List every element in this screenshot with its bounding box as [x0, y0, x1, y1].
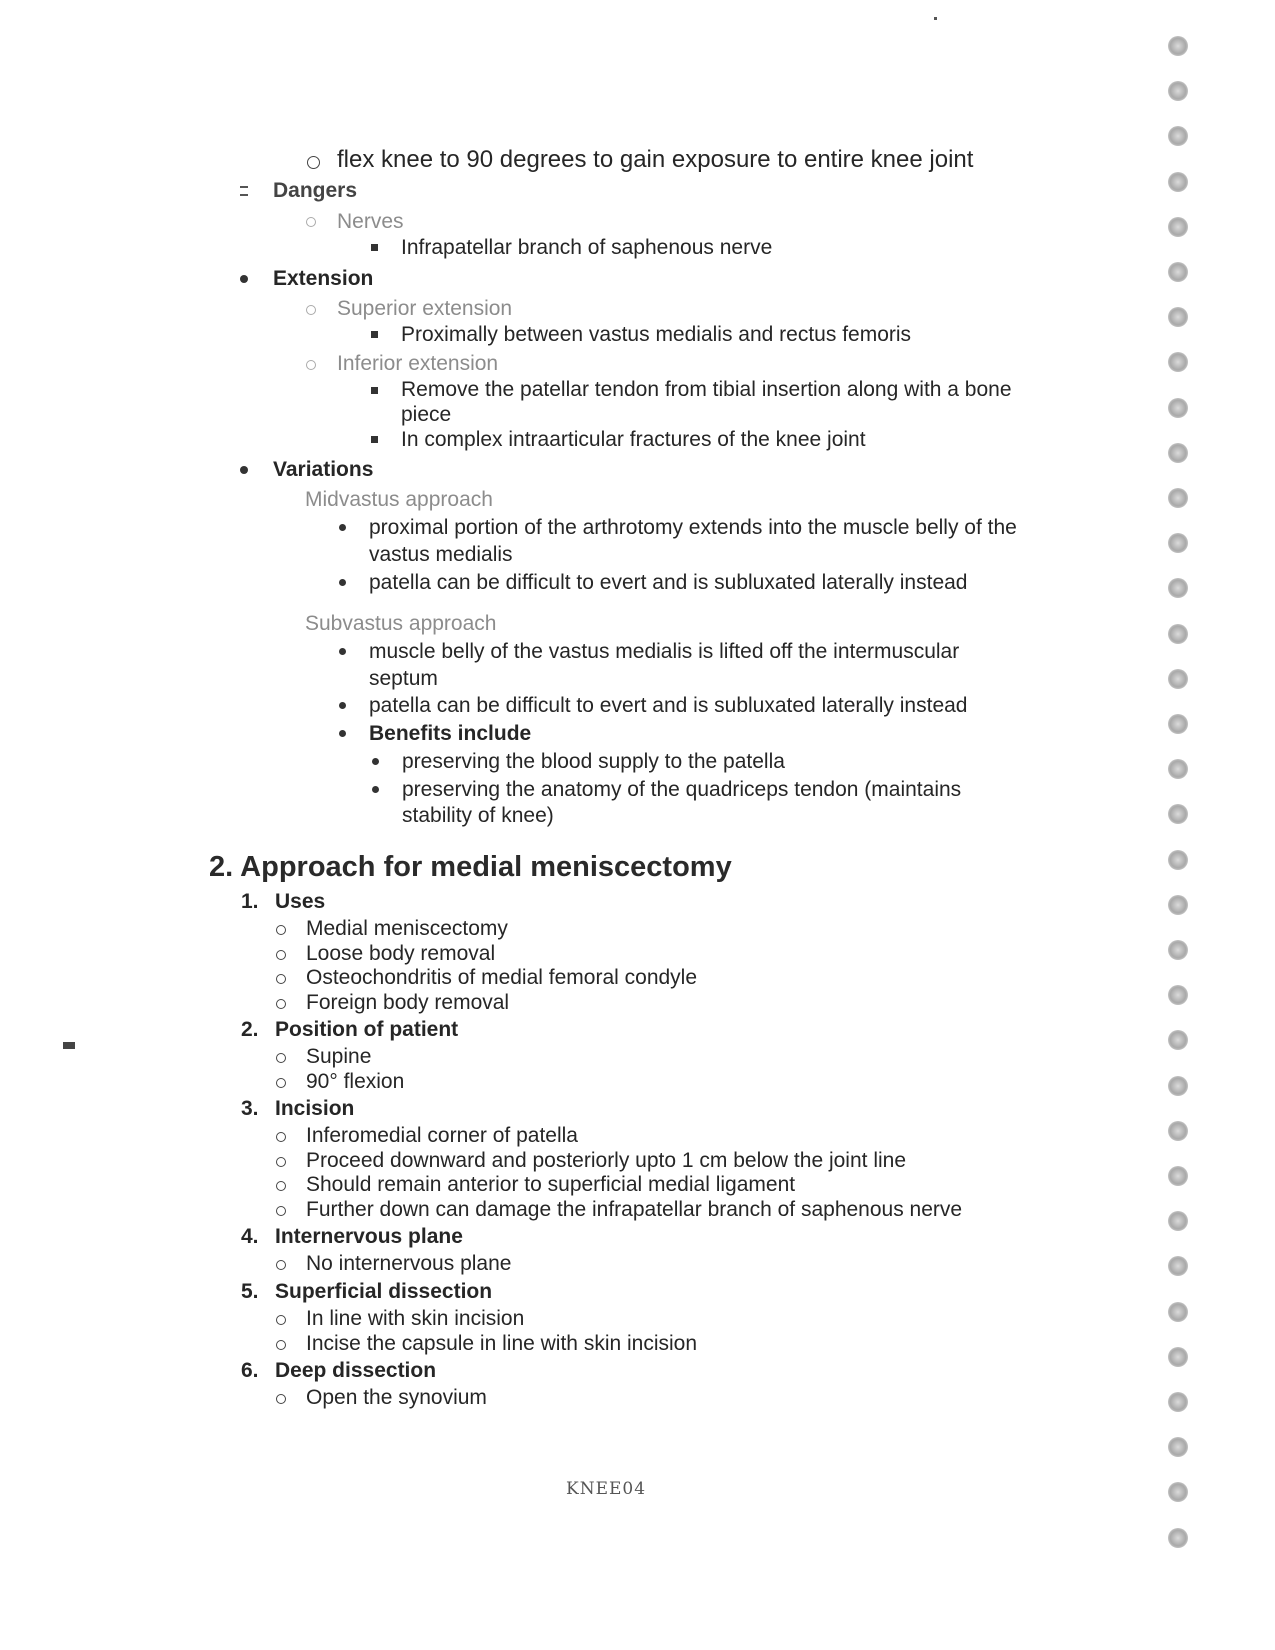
punch-hole — [1168, 1482, 1188, 1502]
dot-bullet-icon — [339, 702, 346, 709]
page-code: KNEE04 — [566, 1479, 647, 1499]
list-item: flex knee to 90 degrees to gain exposure to entire knee joint — [337, 146, 974, 173]
list-item: proximal portion of the arthrotomy extends into the muscle belly of the — [369, 516, 1017, 539]
list-item-continuation: vastus medialis — [369, 543, 513, 566]
punch-hole — [1168, 1211, 1188, 1231]
list-item: Should remain anterior to superficial medial ligament — [306, 1173, 796, 1196]
hollow-circle-bullet-icon — [276, 999, 286, 1009]
punch-hole — [1168, 1076, 1188, 1096]
inferior-extension-label: Inferior extension — [337, 352, 499, 375]
punch-hole — [1168, 985, 1188, 1005]
dot-bullet-icon — [372, 786, 379, 793]
midvastus-label: Midvastus approach — [305, 488, 493, 511]
punch-hole — [1168, 172, 1188, 192]
hollow-circle-bullet-icon — [276, 1053, 286, 1063]
square-bullet-icon — [371, 436, 378, 443]
list-number: 2. — [241, 1018, 259, 1041]
punch-hole — [1168, 488, 1188, 508]
dot-bullet-icon — [339, 579, 346, 586]
list-number: 3. — [241, 1097, 259, 1120]
punch-hole — [1168, 533, 1188, 553]
hollow-circle-bullet-icon — [306, 217, 316, 227]
subsection-label: Uses — [275, 890, 326, 913]
list-item: No internervous plane — [306, 1252, 512, 1275]
list-item: Proceed downward and posteriorly upto 1 cm below the joint line — [306, 1148, 907, 1172]
punch-hole — [1168, 1166, 1188, 1186]
subsection-label: Internervous plane — [275, 1225, 463, 1248]
list-item: Infrapatellar branch of saphenous nerve — [401, 236, 773, 259]
subsection-label: Position of patient — [275, 1018, 459, 1041]
subvastus-label: Subvastus approach — [305, 612, 497, 635]
hollow-circle-bullet-icon — [276, 950, 286, 960]
hollow-circle-bullet-icon — [276, 925, 286, 935]
list-item-continuation: stability of knee) — [402, 804, 554, 827]
list-item: Remove the patellar tendon from tibial insertion along with a bone — [401, 378, 1012, 401]
dot-bullet-icon — [339, 730, 346, 737]
list-item: Medial meniscectomy — [306, 917, 508, 940]
list-item: 90° flexion — [306, 1069, 405, 1093]
square-bullet-icon — [371, 244, 378, 251]
punch-hole — [1168, 759, 1188, 779]
benefits-label: Benefits include — [369, 722, 532, 745]
list-item: patella can be difficult to evert and is subluxated laterally instead — [369, 571, 968, 594]
hollow-circle-bullet-icon — [276, 1260, 286, 1270]
punch-hole — [1168, 1347, 1188, 1367]
punch-hole — [1168, 714, 1188, 734]
list-item: In line with skin incision — [306, 1307, 525, 1330]
list-item: Further down can damage the infrapatellar branch of saphenous nerve — [306, 1197, 963, 1221]
subsection-label: Superficial dissection — [275, 1280, 493, 1303]
hollow-circle-bullet-icon — [276, 1340, 286, 1350]
subsection-label: Deep dissection — [275, 1359, 437, 1382]
hollow-circle-bullet-icon — [307, 156, 320, 169]
punch-hole — [1168, 217, 1188, 237]
dot-bullet-icon — [240, 466, 248, 474]
superior-extension-label: Superior extension — [337, 297, 513, 320]
list-item: Loose body removal — [306, 941, 496, 965]
punch-hole — [1168, 1302, 1188, 1322]
list-number: 5. — [241, 1280, 259, 1303]
hollow-circle-bullet-icon — [276, 1132, 286, 1142]
scan-speck — [63, 1042, 75, 1049]
square-bullet-icon — [371, 387, 378, 394]
list-item: patella can be difficult to evert and is subluxated laterally instead — [369, 694, 968, 717]
hollow-circle-bullet-icon — [306, 360, 316, 370]
variations-label: Variations — [273, 458, 374, 481]
list-item: preserving the anatomy of the quadriceps tendon (maintains — [402, 778, 962, 801]
punch-hole — [1168, 1437, 1188, 1457]
scan-speck — [934, 17, 937, 20]
hollow-circle-bullet-icon — [276, 1394, 286, 1404]
section-heading: 2. Approach for medial meniscectomy — [209, 851, 732, 883]
dot-bullet-icon — [372, 758, 379, 765]
extension-label: Extension — [273, 267, 374, 290]
list-item: muscle belly of the vastus medialis is lifted off the intermuscular — [369, 640, 960, 663]
list-item-continuation: septum — [369, 667, 438, 690]
list-item: Osteochondritis of medial femoral condyle — [306, 966, 698, 989]
punch-hole — [1168, 352, 1188, 372]
punch-hole — [1168, 262, 1188, 282]
punch-hole — [1168, 1121, 1188, 1141]
square-bullet-icon — [371, 331, 378, 338]
punch-hole — [1168, 940, 1188, 960]
hollow-circle-bullet-icon — [276, 1315, 286, 1325]
hollow-circle-bullet-icon — [276, 1078, 286, 1088]
list-item: In complex intraarticular fractures of the knee joint — [401, 428, 866, 451]
punch-hole — [1168, 1528, 1188, 1548]
list-number: 6. — [241, 1359, 259, 1382]
list-number: 1. — [241, 890, 259, 913]
list-item: Incise the capsule in line with skin incision — [306, 1331, 698, 1355]
punch-hole — [1168, 1392, 1188, 1412]
punch-hole — [1168, 624, 1188, 644]
punch-hole — [1168, 307, 1188, 327]
list-item-continuation: piece — [401, 403, 452, 426]
punch-hole — [1168, 1256, 1188, 1276]
punch-hole — [1168, 669, 1188, 689]
hollow-circle-bullet-icon — [276, 1181, 286, 1191]
hollow-circle-bullet-icon — [276, 974, 286, 984]
punch-hole — [1168, 578, 1188, 598]
hollow-circle-bullet-icon — [276, 1206, 286, 1216]
punch-hole — [1168, 895, 1188, 915]
bullet-icon — [240, 186, 248, 196]
hollow-circle-bullet-icon — [276, 1157, 286, 1167]
hollow-circle-bullet-icon — [306, 305, 316, 315]
dot-bullet-icon — [339, 648, 346, 655]
list-item: Proximally between vastus medialis and rectus femoris — [401, 323, 912, 346]
dangers-label: Dangers — [273, 179, 358, 202]
nerves-label: Nerves — [337, 210, 404, 233]
punch-hole — [1168, 850, 1188, 870]
punch-hole — [1168, 126, 1188, 146]
punch-hole — [1168, 81, 1188, 101]
dot-bullet-icon — [339, 524, 346, 531]
punch-hole — [1168, 36, 1188, 56]
punch-hole — [1168, 443, 1188, 463]
punch-hole — [1168, 1030, 1188, 1050]
punch-hole — [1168, 804, 1188, 824]
subsection-label: Incision — [275, 1097, 355, 1120]
list-item: preserving the blood supply to the patella — [402, 750, 785, 773]
list-item: Open the synovium — [306, 1386, 487, 1409]
dot-bullet-icon — [240, 275, 248, 283]
list-number: 4. — [241, 1225, 259, 1248]
list-item: Inferomedial corner of patella — [306, 1124, 578, 1147]
list-item: Supine — [306, 1045, 372, 1068]
list-item: Foreign body removal — [306, 990, 510, 1014]
punch-hole — [1168, 398, 1188, 418]
